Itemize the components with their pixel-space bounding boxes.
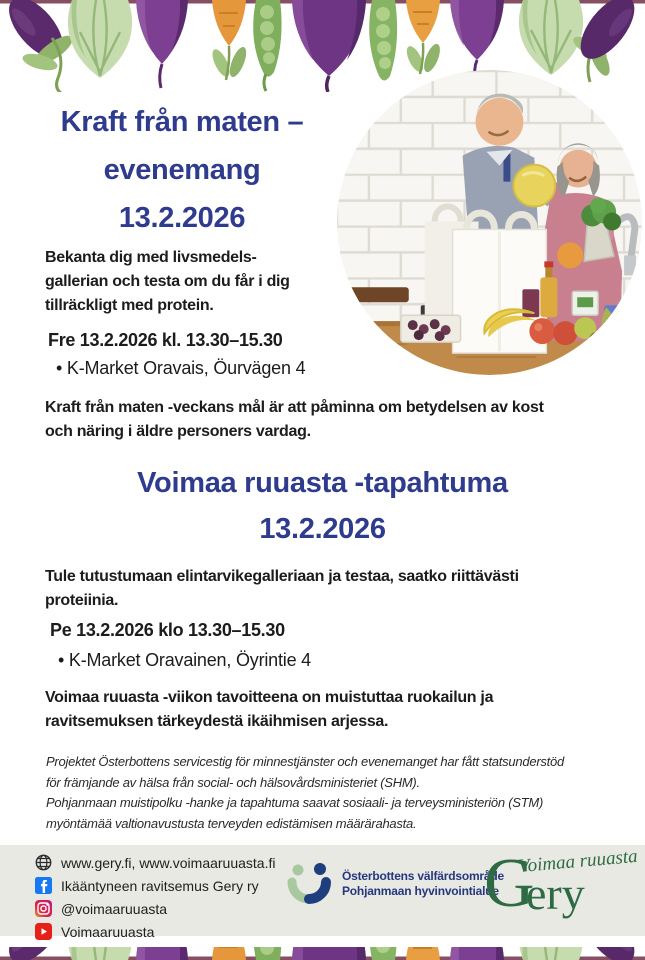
cutting-board [337,287,409,302]
event-datetime-fi: Pe 13.2.2026 klo 13.30–15.30 [50,620,285,640]
facebook-icon [35,877,52,894]
fine-print-line: för främjande av hälsa från social- och hälsovårdsministeriet (SHM). [46,774,420,790]
globe-icon [35,854,52,871]
welfare-district-logo [286,861,504,907]
title-line: 13.2.2026 [259,513,386,545]
event-description-fi [45,565,519,613]
goal-line: och näring i äldre personers vardag. [45,423,311,440]
vegetable-border-bottom [0,947,645,960]
description-line: gallerian och testa om du får i dig [45,273,290,290]
youtube-icon [35,923,52,940]
vegetable-garland [0,947,645,960]
event-goal-sv [45,396,544,444]
event-title-sv [22,98,342,242]
description-line: tillräckligt med protein. [45,297,214,314]
vegetable-border-top [0,0,645,92]
event-description-sv [45,246,290,318]
youtube-text: Voimaaruuasta [61,923,155,940]
goal-line: Kraft från maten -veckans mål är att påminna om betydelsen av kost [45,399,544,416]
social-links [35,851,275,943]
goal-line: Voimaa ruuasta -viikon tavoitteena on muistuttaa ruokailun ja [45,689,494,706]
fine-print-line: Projektet Österbottens servicestig för minnestjänster och evenemanget har fått statsunderstöd [46,754,564,769]
gery-logo-ery: ery [526,868,585,919]
welfare-line-fi: Pohjanmaan hyvinvointialue [342,884,499,898]
grocery-couple-illustration [337,70,642,375]
description-line: Bekanta dig med livsmedels- [45,249,257,266]
title-line: 13.2.2026 [118,202,246,234]
gery-logo [484,845,639,929]
orange-fruit [557,242,583,268]
facebook-text: Ikääntyneen ravitsemus Gery ry [61,877,259,894]
event-location-fi: • K-Market Oravainen, Öyrintie 4 [58,650,311,670]
facebook-row [35,874,275,897]
instagram-text: @voimaaruuasta [61,900,168,917]
event-location-sv: • K-Market Oravais, Öurvägen 4 [56,358,306,378]
title-line: Voimaa ruuasta -tapahtuma [137,467,508,499]
gery-logo-g: G [484,845,535,922]
vegetable-garland [0,0,645,92]
youtube-row [35,920,275,943]
description-line: Tule tutustumaan elintarvikegalleriaan ja testaa, saatko riittävästi [45,568,519,585]
fine-print-line: Pohjanmaan muistipolku -hanke ja tapahtuma saavat sosiaali- ja terveysministeriön (STM) [46,795,544,810]
instagram-row [35,897,275,920]
gery-logo-script: Voimaa ruuasta [517,845,639,878]
instagram-icon [35,900,52,917]
welfare-smiley-icon [286,861,332,907]
event-photo [337,70,642,375]
event-title-fi [0,460,645,552]
event-datetime-sv: Fre 13.2.2026 kl. 13.30–15.30 [48,330,283,350]
fine-print-line: myöntämää valtionavustusta terveyden edistämisen määrärahasta. [46,815,417,831]
title-line: Kraft från maten – [60,106,304,138]
grapes-box [401,315,461,342]
goal-line: ravitsemuksen tärkeydestä ikäihmisen arjessa. [45,713,389,730]
funding-fine-print [46,752,564,834]
melon [513,165,555,207]
title-line: evenemang [103,154,261,186]
event-goal-fi [45,686,493,734]
footer [0,845,645,940]
website-row [35,851,275,874]
welfare-line-sv: Österbottens välfärdsområde [342,869,504,883]
welfare-district-name [342,869,504,899]
website-text: www.gery.fi, www.voimaaruuasta.fi [61,854,276,871]
description-line: proteiinia. [45,592,119,609]
